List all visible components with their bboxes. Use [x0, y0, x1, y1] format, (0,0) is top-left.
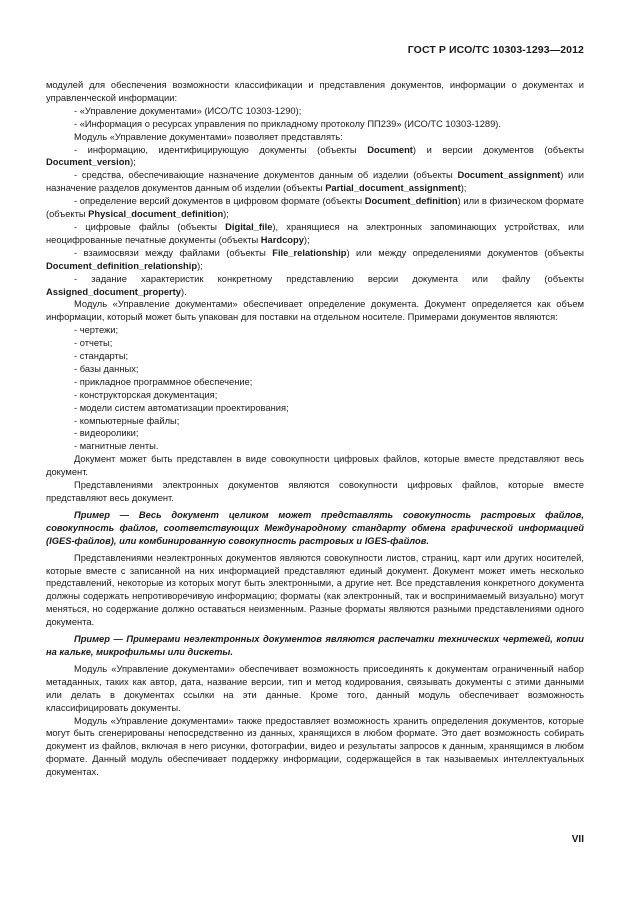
paragraph: Модуль «Управление документами» обеспечивает определение документа. Документ определяется как объем информации, который может быть упакован для поставки на отдельном носителе. Примерами документов являются: — [46, 299, 584, 323]
example-note: Пример — Весь документ целиком может представлять совокупность растровых файлов, совокупность файлов, соответствующих Международному стандарту обмена графической информацией (IGES-файлов), или комбинированную совокупность растровых и IGES-файлов. — [46, 509, 584, 546]
entity-name: Document — [367, 144, 413, 155]
entity-name: Hardcopy — [260, 234, 304, 245]
entity-name: Physical_document_definition — [88, 209, 224, 220]
page-number: VII — [571, 834, 584, 845]
entity-name: Document_definition_relationship — [46, 260, 198, 271]
running-header: ГОСТ Р ИСО/ТС 10303-1293—2012 — [407, 44, 584, 56]
list-item: - «Информация о ресурсах управления по прикладному протоколу ПП239» (ИСО/ТС 10303-1289). — [74, 118, 502, 129]
list-item: - средства, обеспечивающие назначение документов данным об изделии (объекты Document_assignment) или назначение разделов документов данным об изделии (объекты Partial_document_assignment); — [46, 170, 584, 194]
paragraph: Модуль «Управление документами» обеспечивает возможность присоединять к документам ограниченный набор метаданных, таких как автор, дата, название версии, тип и метод кодирования, связывать документы с этими данными или делать в документах ссылки на эти данные. Кроме того, данный модуль обеспечивает возможность классифицировать документы. — [46, 663, 584, 713]
entity-name: File_relationship — [272, 247, 347, 258]
list-item: - модели систем автоматизации проектирования; — [74, 402, 289, 413]
list-item: - «Управление документами» (ИСО/ТС 10303-1290); — [74, 105, 302, 116]
entity-name: Document_version — [46, 157, 131, 168]
example-label: Пример — — [74, 634, 123, 645]
paragraph: Документ может быть представлен в виде совокупности цифровых файлов, которые вместе представляют весь документ. — [46, 454, 584, 478]
list-item: - цифровые файлы (объекты Digital_file), хранящиеся на электронных запоминающих устройствах, или неоцифрованные печатные документы (объекты Hardcopy); — [46, 221, 584, 245]
example-note: Пример — Примерами неэлектронных документов являются распечатки технических чертежей, копии на кальке, микрофильмы или дискеты. — [46, 634, 584, 657]
entity-name: Assigned_document_property — [46, 286, 181, 297]
list-item: - определение версий документов в цифровом формате (объекты Document_definition) или в физическом формате (объекты Physical_document_definition); — [46, 196, 584, 220]
list-item: - чертежи; — [74, 325, 119, 336]
list-item: - задание характеристик конкретному представлению версии документа или файлу (объекты Assigned_document_property). — [46, 273, 584, 297]
list-item: - информацию, идентифицирующую документы (объекты Document) и версии документов (объекты Document_version); — [46, 144, 584, 168]
list-item: - компьютерные файлы; — [74, 415, 180, 426]
paragraph: Представлениями электронных документов являются совокупности цифровых файлов, которые вместе представляют весь документ. — [46, 480, 584, 503]
list-item: - отчеты; — [74, 338, 113, 349]
paragraph: модулей для обеспечения возможности классификации и представления документов, информации о документах и управленческой информации: — [46, 80, 584, 103]
list-item: - конструкторская документация; — [74, 389, 218, 400]
entity-name: Document_assignment — [457, 170, 561, 181]
list-item: - магнитные ленты. — [74, 441, 159, 452]
list-item: - базы данных; — [74, 363, 139, 374]
list-item: - прикладное программное обеспечение; — [74, 376, 253, 387]
list-item: - стандарты; — [74, 351, 129, 362]
paragraph: Представлениями неэлектронных документов являются совокупности листов, страниц, карт или других носителей, которые вместе с записанной на них информацией представляют единый документ. Документ может иметь несколько представлений, некоторые из которых могут быть электронными, а другие нет. Все представления конкретного документа должны содержать непротиворечивую информацию; форматы (как электронный, так и воспринимаемый визуально) могут меняться, но содержание должно оставаться неизменным. Разные форматы являются разными представлениями одного документа. — [46, 552, 584, 628]
paragraph: Модуль «Управление документами» позволяет представлять: — [74, 131, 343, 142]
entity-name: Document_definition — [364, 196, 458, 207]
entity-name: Partial_document_assignment — [325, 183, 461, 194]
paragraph: Модуль «Управление документами» также предоставляет возможность хранить определения документов, которые могут быть сгенерированы непосредственно из данных, хранящихся в любом формате. Это дает возможность собирать документ из файлов, включая в него рисунки, фотографии, видео и результаты запросов к данным, хранящимся в любом формате. Данный модуль обеспечивает поддержку информации, содержащейся в так называемых интеллектуальных документах. — [46, 715, 584, 778]
body-text — [46, 79, 584, 779]
list-item: - видеоролики; — [74, 428, 139, 439]
list-item: - взаимосвязи между файлами (объекты File_relationship) или между определениями документов (объекты Document_definition_relationship); — [46, 247, 584, 271]
example-label: Пример — — [74, 509, 130, 520]
entity-name: Digital_file — [225, 221, 273, 232]
